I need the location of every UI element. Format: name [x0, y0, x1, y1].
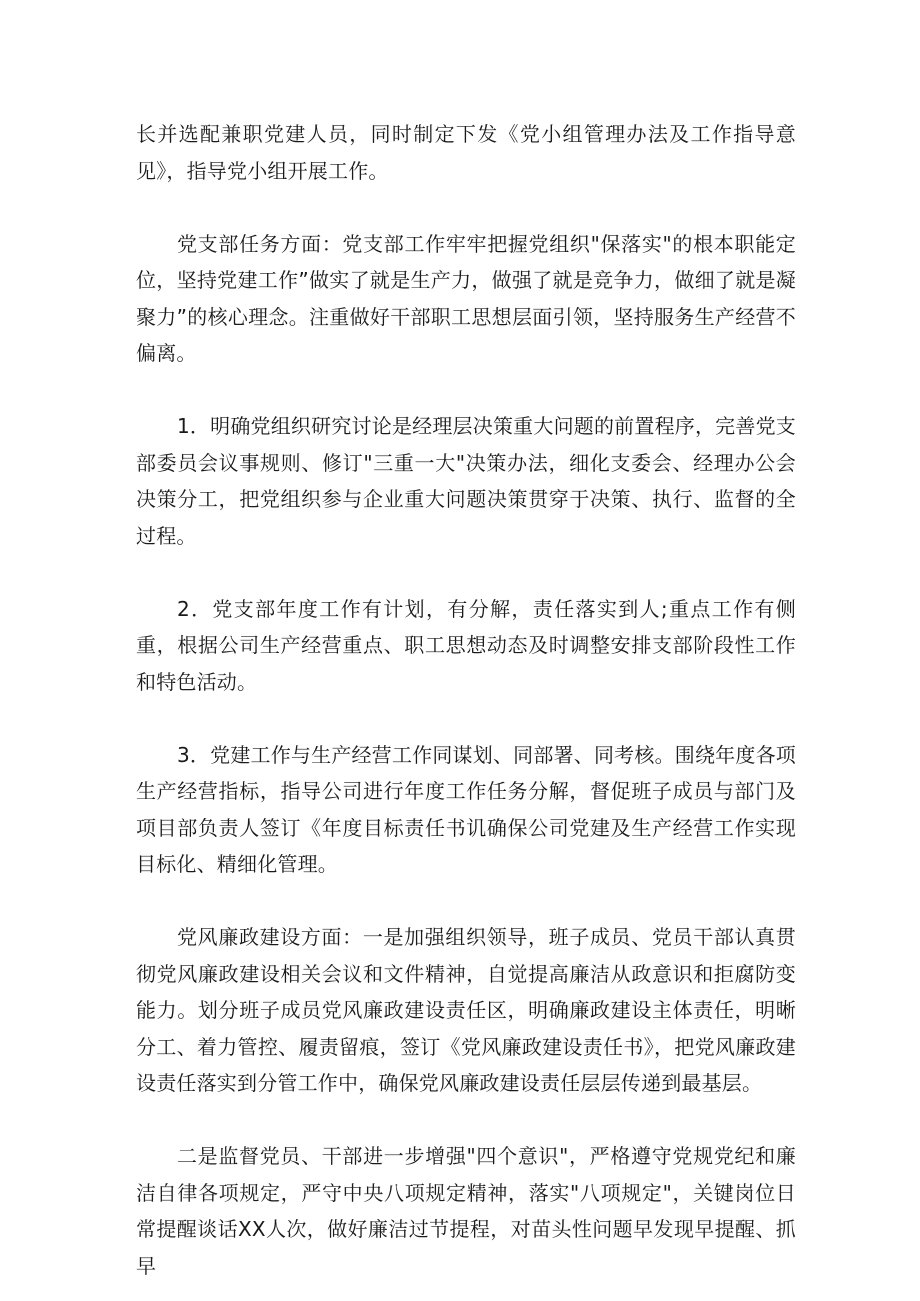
paragraph-item-1: 1．明确党组织研究讨论是经理层决策重大问题的前置程序，完善党支部委员会议事规则、修订"三重一大"决策办法，细化支委会、经理办公会决策分工，把党组织参与企业重大问题决策贯穿于决策、执行、监督的全过程。 [136, 414, 796, 548]
paragraph-continuation: 长并选配兼职党建人员，同时制定下发《党小组管理办法及工作指导意见》，指导党小组开展工作。 [136, 122, 796, 183]
document-body [136, 116, 796, 1284]
paragraph-integrity-building: 党风廉政建设方面：一是加强组织领导，班子成员、党员干部认真贯彻党风廉政建设相关会议和文件精神，自觉提高廉洁从政意识和拒腐防变能力。划分班子成员党风廉政建设责任区，明确廉政建设主体责任，明晰分工、着力管控、履责留痕，签订《党风廉政建设责任书》，把党风廉政建设责任落实到分管工作中，确保党风廉政建设责任层层传递到最基层。 [136, 925, 796, 1095]
paragraph-item-2: 2．党支部年度工作有计划，有分解，责任落实到人;重点工作有侧重，根据公司生产经营重点、职工思想动态及时调整安排支部阶段性工作和特色活动。 [136, 596, 796, 694]
paragraph-supervision: 二是监督党员、干部进一步增强"四个意识"，严格遵守党规党纪和廉洁自律各项规定，严守中央八项规定精神，落实"八项规定"，关键岗位日常提醒谈话XX人次，做好廉洁过节提程，对苗头性问题早发现早提醒、抓早 [136, 1144, 796, 1278]
paragraph-branch-tasks: 党支部任务方面：党支部工作牢牢把握党组织"保落实"的根本职能定位，坚持党建工作”做实了就是生产力，做强了就是竞争力，做细了就是凝聚力”的核心理念。注重做好干部职工思想层面引领，坚持服务生产经营不偏离。 [136, 231, 796, 365]
paragraph-item-3: 3．党建工作与生产经营工作同谋划、同部署、同考核。围绕年度各项生产经营指标，指导公司进行年度工作任务分解，督促班子成员与部门及项目部负责人签订《年度目标责任书讥确保公司党建及生产经营工作实现目标化、精细化管理。 [136, 742, 796, 876]
